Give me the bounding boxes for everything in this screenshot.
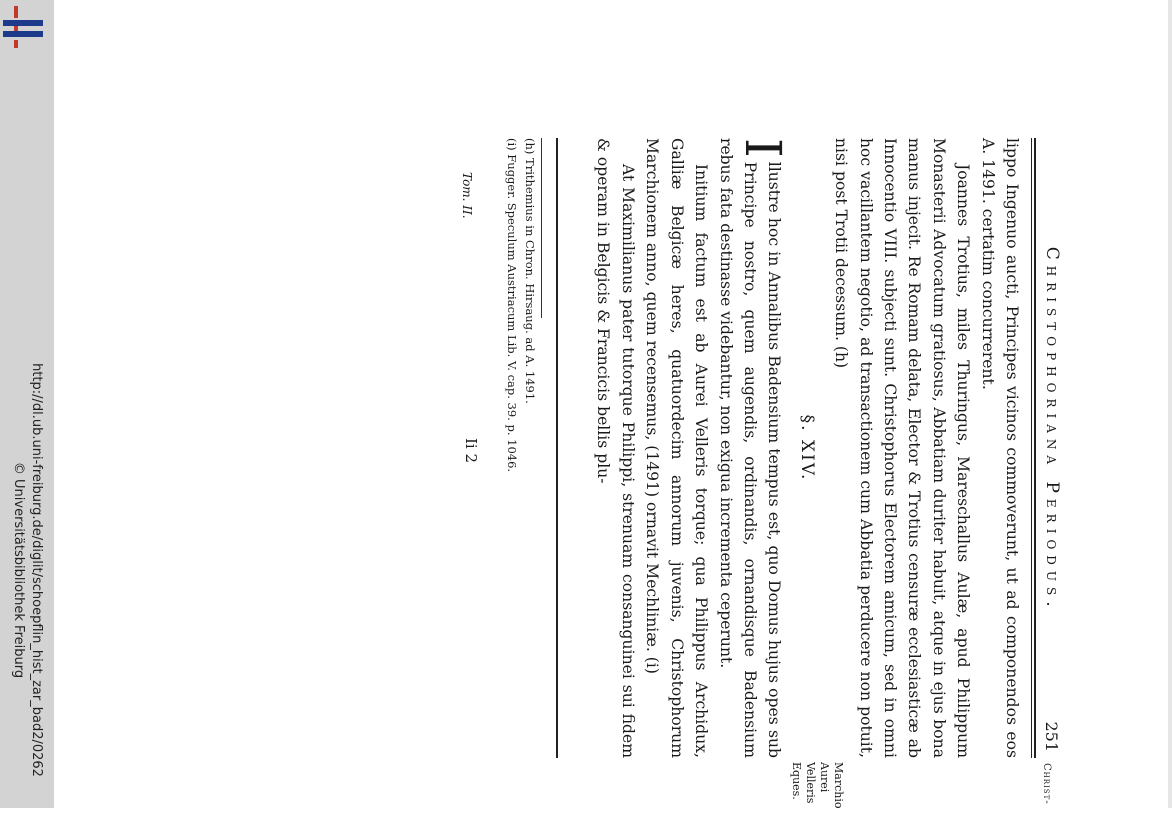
- copyright-notice: © Universitätsbibliothek Freiburg: [11, 461, 26, 679]
- marginal-catchword: Christ-: [1041, 763, 1052, 805]
- library-logo-icon: [0, 0, 54, 60]
- running-title: Christophoriana Periodus.: [1042, 246, 1062, 613]
- paragraph: At Maximilianus pater tutorque Philippi, strenuam consanguinei sui fidem & operam in Belgicis & Francicis bellis plu-: [594, 138, 637, 758]
- paragraph: Initium factum est ab Aurei Velleris torque; qua Philippus Archidux, Galliæ Belgicæ heres, quatuordecim annorum juvenis, Christophorum Marchionem anno, quem recensemus, (1491) ornavit Mechliniæ. (i): [643, 138, 711, 758]
- paragraph-text: llustre hoc in Annalibus Badensium tempus est, quo Domus hujus opes sub Principe nostro, quem augendis, ordinandis, ornandisque Badensium rebus fata destinasse videbantur, non exigua incrementa ceperunt.: [716, 138, 784, 758]
- footnote-rule: [541, 138, 542, 318]
- page-edge: [1168, 0, 1172, 808]
- footnotes: [503, 138, 548, 758]
- body-rule: [556, 138, 558, 758]
- section-opening-paragraph: [713, 138, 793, 758]
- paragraph: Joannes Trotius, miles Thuringus, Mareschallus Aulæ, apud Philippum Monasterii Advocatum gratiosus, Abbatiam duriter habuit, atque in ejus bona manus injecit. Re Romam delata, Elector & Trotius censuræ ecclesiasticæ ab Innocentio VIII. subjecti sunt. Christophorus Electorem amicum, sed in omni hoc vacillantem negotio, ad transactionem cum Abbatia perducere non potuit, nisi post Trotii decessum. (h): [832, 138, 973, 758]
- footnote: (h) Trithemius in Chron. Hirsaug. ad A. 1491.: [523, 138, 537, 404]
- volume-label: Tom. II.: [460, 172, 474, 219]
- scanned-book-page: [330, 138, 1070, 809]
- footnote: (i) Fugger. Speculum Austriacum Lib. V. cap. 39. p. 1046.: [505, 138, 519, 473]
- paragraph: lippo Ingenuo aucti, Principes vicinos commoverunt, ut ad componendos eos A. 1491. certatim concurrerent.: [978, 138, 1021, 758]
- source-url[interactable]: http://dl.ub.uni-freiburg.de/diglit/schoepflin_hist_zar_bad2/0262: [29, 363, 44, 777]
- drop-cap: I: [734, 138, 793, 158]
- section-heading: §. XIV.: [796, 414, 817, 482]
- page-number: 251: [1042, 721, 1061, 752]
- page-header: [1042, 138, 1070, 758]
- source-caption: [9, 363, 45, 777]
- page-body: [591, 138, 1024, 758]
- signature-mark: Ii 2: [462, 438, 480, 464]
- header-rule: [1031, 138, 1036, 758]
- viewer-sidebar: [0, 0, 54, 808]
- marginal-note: Marchio Aurei Velleris Eques.: [790, 762, 845, 809]
